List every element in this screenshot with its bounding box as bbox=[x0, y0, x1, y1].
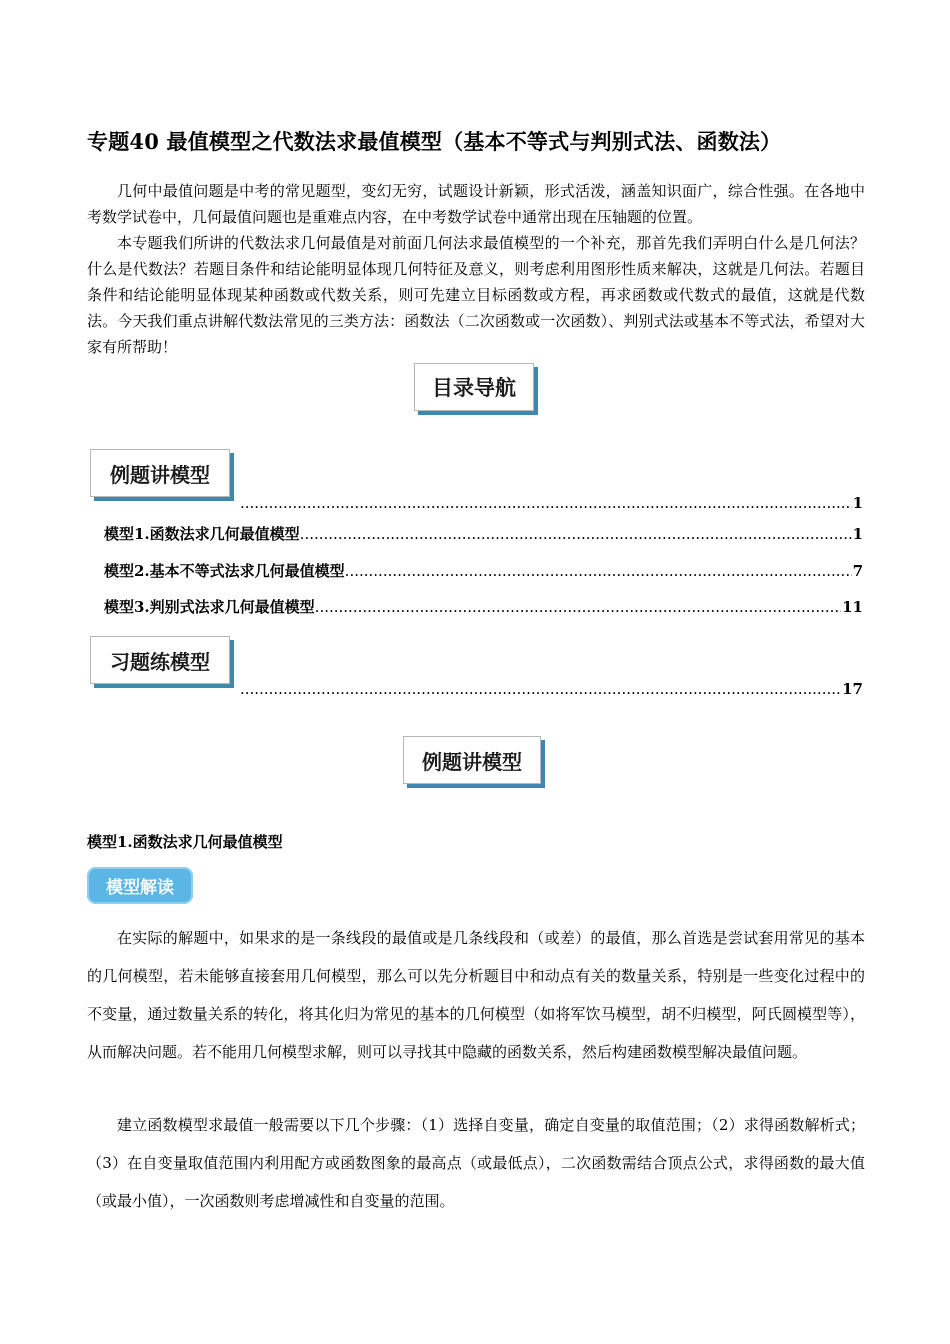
toc-entry-page: 11 bbox=[842, 598, 863, 616]
toc-entry-page: 7 bbox=[852, 562, 863, 580]
example-models-section-text: 例题讲模型 bbox=[422, 749, 522, 774]
toc-leader-dots bbox=[240, 680, 841, 698]
toc-navigation-text: 目录导航 bbox=[432, 376, 516, 400]
toc-entry-label: 模型1.函数法求几何最值模型 bbox=[104, 525, 300, 543]
toc-entry-examples[interactable] bbox=[240, 494, 863, 512]
model-1-paragraph-1: 在实际的解题中，如果求的是一条线段的最值或是几条线段和（或差）的最值，那么首选是尝试套用常见的基本的几何模型，若未能够直接套用几何模型，那么可以先分析题目中和动点有关的数量关系，特别是一些变化过程中的不变量，通过数量关系的转化，将其化归为常见的基本的几何模型（如将军饮马模型，胡不归模型，阿氏圆模型等），从而解决问题。若不能用几何模型求解，则可以寻找其中隐藏的函数关系，然后构建函数模型解决最值问题。 bbox=[87, 929, 865, 1061]
intro-paragraph-2: 本专题我们所讲的代数法求几何最值是对前面几何法求最值模型的一个补充，那首先我们弄明白什么是几何法？什么是代数法？若题目条件和结论能明显体现几何特征及意义，则考虑利用图形性质来解决，这就是几何法。若题目条件和结论能明显体现某种函数或代数关系，则可先建立目标函数或方程，再求函数或代数式的最值，这就是代数法。今天我们重点讲解代数法常见的三类方法：函数法（二次函数或一次函数）、判别式法或基本不等式法，希望对大家有所帮助！ bbox=[87, 234, 865, 356]
example-models-section-label bbox=[403, 736, 541, 784]
model-1-paragraph-2: 建立函数模型求最值一般需要以下几个步骤：（1）选择自变量，确定自变量的取值范围；（2）求得函数解析式；（3）在自变量取值范围内利用配方或函数图象的最高点（或最低点），二次函数需结合顶点公式，求得函数的最大值（或最小值），一次函数则考虑增减性和自变量的范围。 bbox=[87, 1116, 865, 1210]
model-1-heading: 模型1.函数法求几何最值模型 bbox=[87, 833, 283, 851]
toc-entry-label: 模型3.判别式法求几何最值模型 bbox=[104, 598, 315, 616]
toc-entry-practice[interactable] bbox=[240, 680, 863, 698]
example-models-label bbox=[90, 449, 230, 497]
toc-leader-dots bbox=[345, 562, 852, 580]
toc-entry-page: 1 bbox=[852, 494, 863, 512]
toc-leader-dots bbox=[300, 525, 852, 543]
page-title: 专题40 最值模型之代数法求最值模型（基本不等式与判别式法、函数法） bbox=[87, 129, 782, 154]
toc-navigation-label bbox=[414, 363, 534, 411]
toc-entry-label: 模型2.基本不等式法求几何最值模型 bbox=[104, 562, 345, 580]
toc-leader-dots bbox=[315, 598, 841, 616]
toc-entry-page: 1 bbox=[852, 525, 863, 543]
toc-entry-page: 17 bbox=[842, 680, 863, 698]
toc-entry-model-2[interactable] bbox=[104, 560, 863, 581]
intro-paragraph-1: 几何中最值问题是中考的常见题型，变幻无穷，试题设计新颖，形式活泼，涵盖知识面广，综合性强。在各地中考数学试卷中，几何最值问题也是重难点内容，在中考数学试卷中通常出现在压轴题的位置。 bbox=[87, 182, 865, 226]
practice-models-label bbox=[90, 636, 230, 684]
model-interpretation-badge: 模型解读 bbox=[87, 867, 193, 904]
toc-leader-dots bbox=[240, 494, 852, 512]
practice-models-text: 习题练模型 bbox=[110, 649, 210, 674]
toc-entry-model-1[interactable] bbox=[104, 523, 863, 544]
toc-entry-model-3[interactable] bbox=[104, 596, 863, 617]
example-models-text: 例题讲模型 bbox=[110, 462, 210, 487]
